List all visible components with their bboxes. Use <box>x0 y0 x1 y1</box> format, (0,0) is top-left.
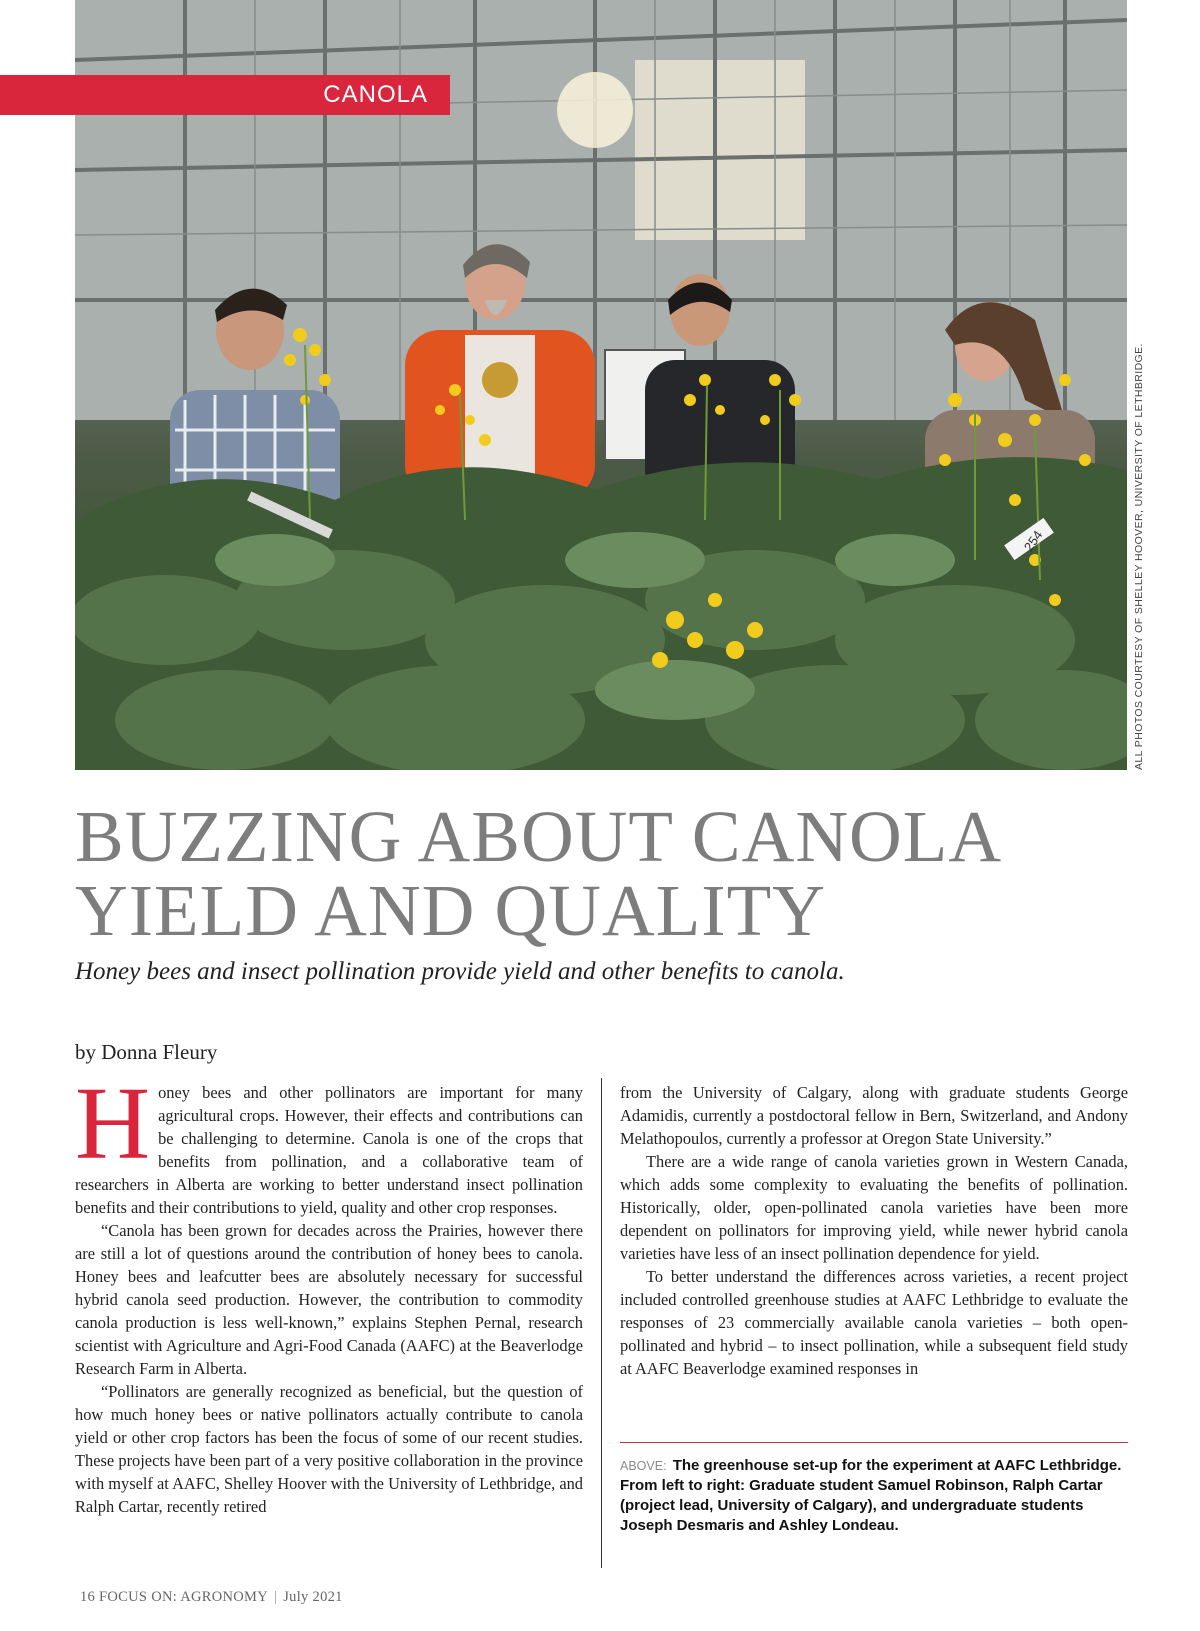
issue-date: July 2021 <box>283 1589 343 1605</box>
dek: Honey bees and insect pollination provide yield and other benefits to canola. <box>75 958 845 985</box>
body-column-left <box>75 1066 583 1518</box>
paragraph-6: To better understand the differences across varieties, a recent project included controlled greenhouse studies at AAFC Lethbridge to evaluate the responses of 23 commercially available canola varieties – both open-pollinated and hybrid – to insect pollination, while a subsequent field study at AAFC Beaverlodge examined responses in <box>620 1267 1128 1378</box>
dropcap: H <box>75 1066 151 1181</box>
headline-line-2: YIELD AND QUALITY <box>75 870 826 951</box>
section-tag <box>0 75 450 115</box>
plant-tag-label: 254 <box>1020 527 1046 555</box>
paragraph-4: from the University of Calgary, along with graduate students George Adamidis, currently a postdoctoral fellow in Bern, Switzerland, and Andony Melathopoulos, currently a professor at Oregon State University.” <box>620 1083 1128 1148</box>
paragraph-2: “Canola has been grown for decades across the Prairies, however there are still a lot of questions around the contribution of honey bees to canola. Honey bees and leafcutter bees are absolutely necessary for successful hybrid canola seed production. However, the contribution to commodity canola production is less well-known,” explains Stephen Pernal, research scientist with Agriculture and Agri-Food Canada (AAFC) at the Beaverlodge Research Farm in Alberta. <box>75 1221 583 1378</box>
body-column-right <box>620 1081 1128 1380</box>
paragraph-5: There are a wide range of canola varieties grown in Western Canada, which adds some complexity to evaluating the benefits of pollination. Historically, older, open-pollinated canola varieties have been more dependent on pollinators for improving yield, while newer hybrid canola varieties have less of an insect pollination dependence for yield. <box>620 1152 1128 1263</box>
photo-credit: ALL PHOTOS COURTESY OF SHELLEY HOOVER, UNIVERSITY OF LETHBRIDGE. <box>1133 343 1145 770</box>
paragraph-1-text: oney bees and other pollinators are important for many agricultural crops. However, their effects and contributions can be challenging to determine. Canola is one of the crops that benefits from pollination, and a collaborative team of researchers in Alberta are working to better understand insect pollination benefits and their contributions to yield, quality and other crop responses. <box>75 1083 583 1217</box>
greenhouse-illustration <box>75 0 1127 770</box>
headline <box>75 796 1125 951</box>
photo-caption <box>620 1456 1128 1536</box>
page-footer: 16 FOCUS ON: AGRONOMY | July 2021 <box>80 1589 343 1605</box>
byline: by Donna Fleury <box>75 1040 218 1064</box>
caption-divider <box>620 1442 1128 1443</box>
publication-name: FOCUS ON: AGRONOMY <box>99 1589 269 1605</box>
page-number: 16 <box>80 1589 96 1605</box>
caption-text: The greenhouse set-up for the experiment at AAFC Lethbridge. From left to right: Graduate student Samuel Robinson, Ralph Cartar (project lead, University of Calgary), and undergraduate students Joseph Desmaris and Ashley Londeau. <box>620 1457 1122 1534</box>
column-divider <box>601 1078 602 1568</box>
headline-line-1: BUZZING ABOUT CANOLA <box>75 796 1003 877</box>
hero-photo <box>75 0 1127 770</box>
paragraph-1 <box>75 1066 583 1219</box>
section-tag-label: CANOLA <box>323 81 428 108</box>
paragraph-3: “Pollinators are generally recognized as beneficial, but the question of how much honey bees or native pollinators actually contribute to canola yield or other crop factors has been the focus of some of our recent studies. These projects have been part of a very positive collaboration in the province with myself at AAFC, Shelley Hoover with the University of Lethbridge, and Ralph Cartar, recently retired <box>75 1382 583 1516</box>
caption-lead: ABOVE: <box>620 1459 667 1473</box>
